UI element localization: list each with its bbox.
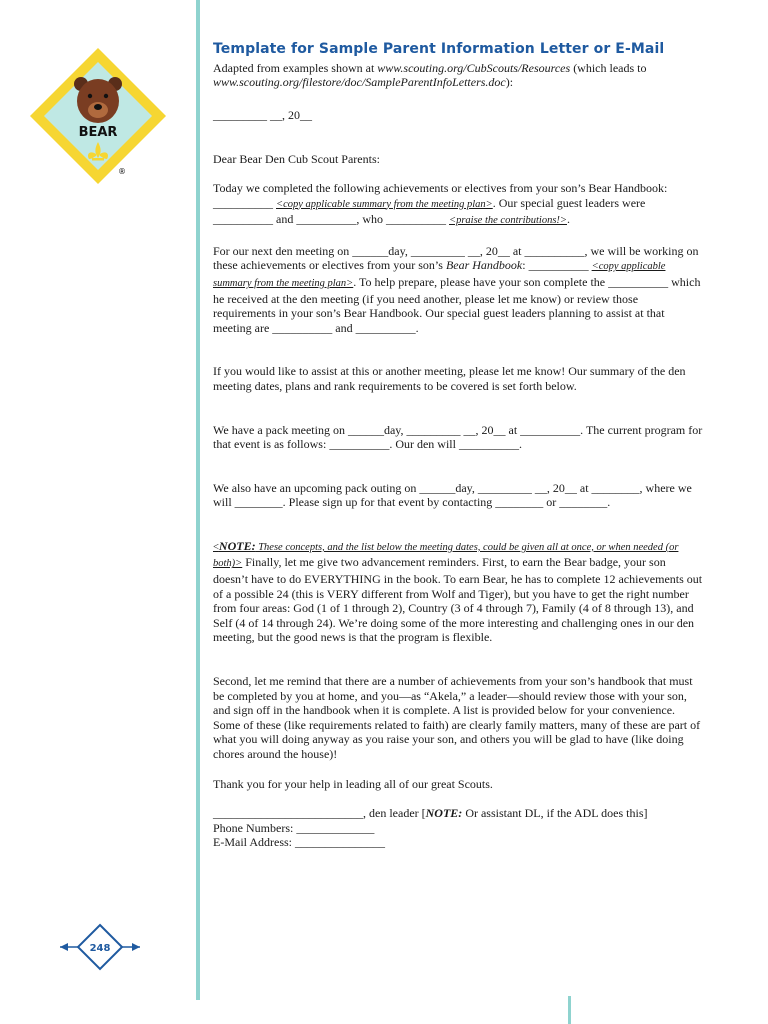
- signature-line: [213, 806, 703, 821]
- badge-label: BEAR: [78, 125, 118, 140]
- salutation: Dear Bear Den Cub Scout Parents:: [213, 152, 380, 167]
- note-label: NOTE:: [218, 538, 256, 553]
- paragraph-assist: If you would like to assist at this or another meeting, please let me know! Our summary of the den meeting dates, plans and rank requirements to be covered is set forth below.: [213, 364, 686, 393]
- note-text: These concepts, and the list below the meeting dates, could be given all at once, or when needed (or both)>: [213, 541, 679, 570]
- left-arrow-icon: [60, 943, 68, 951]
- note-open: <: [213, 541, 219, 553]
- page-number: 248: [89, 943, 111, 954]
- bear-rank-badge: [28, 46, 168, 186]
- paragraph-pack-meeting: We have a pack meeting on ______day, _________ __, 20__ at __________. The current program for that event is as follows: __________. Our den will __________.: [213, 422, 703, 452]
- handbook-title: Bear Handbook: [445, 258, 523, 273]
- source-link-2: www.scouting.org/filestore/doc/SampleParentInfoLetters.doc: [213, 75, 506, 90]
- page-number-marker: [58, 922, 142, 972]
- intro-text: [213, 61, 703, 90]
- intro-part: ):: [505, 75, 514, 90]
- text-run: . To help prepare, please have your son complete the __________ which he received at the den meeting (if you need another, please let me know) or review those requirements in your son’s Bear Handbook. Our special guest leaders planning to assist at that meeting are __________ and __________.: [213, 274, 701, 335]
- template-placeholder: <copy applicable summary from the meeting plan>: [213, 261, 666, 289]
- intro-part: Adapted from examples shown at: [213, 60, 378, 75]
- page-margin-rule: [196, 0, 200, 1000]
- paragraph-achievements: [213, 181, 703, 229]
- text-run: .: [567, 212, 570, 227]
- right-arrow-icon: [132, 943, 140, 951]
- date-line: _________ __, 20__: [213, 107, 312, 122]
- text-run: _________________________, den leader [: [213, 806, 426, 821]
- paragraph-home-achievements: Second, let me remind that there are a number of achievements from your son’s handbook that must be completed by you at home, and you—as “Akela,” a leader—should review those with your son, and sign off in the handbook when it is complete. A list is provided below for your convenience. Some of these (like requirements related to faith) are clearly family matters, many of these are part of what you will doing anyway as you raise your son, and others you will be glad to have (like doing chores around the house)!: [213, 674, 701, 761]
- email-address: E-Mail Address: _______________: [213, 835, 385, 850]
- registered-mark: ®: [118, 167, 126, 176]
- phone-numbers: Phone Numbers: _____________: [213, 820, 375, 835]
- text-run: : __________: [522, 258, 592, 273]
- paragraph-thanks: Thank you for your help in leading all of our great Scouts.: [213, 776, 493, 791]
- text-run: . Our special guest leaders were __________ and __________, who __________: [213, 195, 646, 227]
- letter-content: [213, 42, 703, 850]
- note-label: NOTE:: [425, 806, 463, 821]
- paragraph-next-meeting: [213, 244, 703, 336]
- paragraph-advancement: [213, 539, 703, 645]
- page-title: Template for Sample Parent Information Letter or E-Mail: [213, 41, 665, 57]
- bottom-rule: [568, 996, 571, 1024]
- template-placeholder: <copy applicable summary from the meeting plan>: [276, 198, 493, 210]
- template-placeholder: <praise the contributions!>: [449, 215, 567, 227]
- text-run: For our next den meeting on ______day, _________ __, 20__ at __________, we will be working on these achievements or electives from your son’s: [213, 243, 699, 273]
- text-run: Today we completed the following achievements or electives from your son’s Bear Handbook: __________: [213, 180, 668, 210]
- text-run: Finally, let me give two advancement reminders. First, to earn the Bear badge, your son doesn’t have to do EVERYTHING in the book. To earn Bear, he has to complete 12 achievements out of a possible 24 (this is VERY different from Wolf and Tiger), but you have to get the right number from four areas: God (1 of 1 through 2), Country (3 of 4 through 7), Family (4 of 8 through 13), and Self (4 of 14 through 24). We’re doing some of the more interesting and challenging ones in our den meeting, but the good news is that the program is flexible.: [213, 555, 703, 645]
- source-link-1: www.scouting.org/CubScouts/Resources: [377, 60, 571, 75]
- text-run: Or assistant DL, if the ADL does this]: [462, 806, 648, 821]
- paragraph-pack-outing: We also have an upcoming pack outing on ______day, _________ __, 20__ at ________, where we will ________. Please sign up for that event by contacting ________ or ________.: [213, 480, 692, 510]
- intro-part: (which leads to: [570, 60, 647, 75]
